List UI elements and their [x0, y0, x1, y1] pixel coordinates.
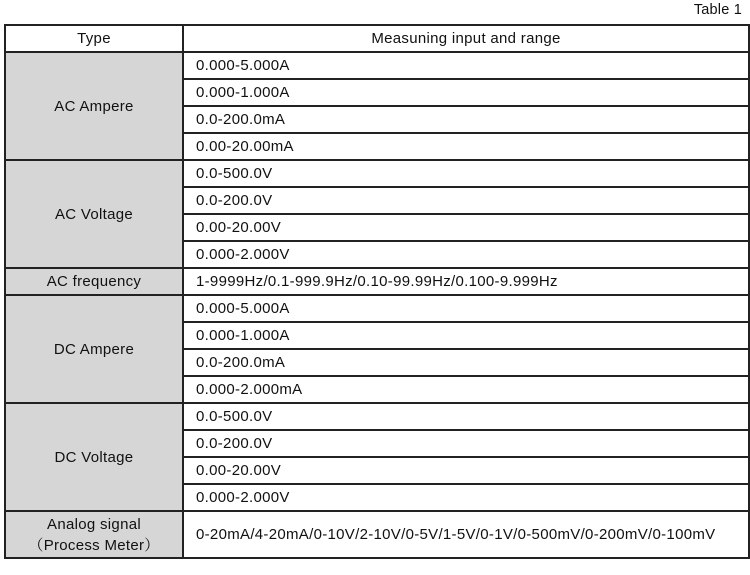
range-cell: 0.000-1.000A: [183, 322, 749, 349]
range-cell: 0.0-200.0V: [183, 430, 749, 457]
range-cell: 0.000-2.000V: [183, 241, 749, 268]
measuring-range-table: [4, 24, 750, 559]
table-row: [5, 295, 749, 322]
type-label: Analog signal: [47, 515, 141, 533]
range-cell: 0.0-500.0V: [183, 160, 749, 187]
type-cell-ac-frequency: AC frequency: [5, 268, 183, 295]
range-cell: 0.00-20.00V: [183, 214, 749, 241]
table-row: [5, 511, 749, 558]
type-cell-dc-ampere: DC Ampere: [5, 295, 183, 403]
range-cell: 0.000-2.000V: [183, 484, 749, 511]
table-row: [5, 403, 749, 430]
type-cell-analog-signal: [5, 511, 183, 558]
range-cell: 0.00-20.00mA: [183, 133, 749, 160]
table-row: [5, 160, 749, 187]
type-cell-dc-voltage: DC Voltage: [5, 403, 183, 511]
range-cell: 0-20mA/4-20mA/0-10V/2-10V/0-5V/1-5V/0-1V/0-500mV/0-200mV/0-100mV: [183, 511, 749, 558]
type-cell-ac-voltage: AC Voltage: [5, 160, 183, 268]
type-cell-ac-ampere: AC Ampere: [5, 52, 183, 160]
table-row: [5, 52, 749, 79]
header-range: Measuning input and range: [183, 25, 749, 52]
range-cell: 0.00-20.00V: [183, 457, 749, 484]
range-cell: 0.000-5.000A: [183, 52, 749, 79]
range-cell: 0.0-200.0mA: [183, 106, 749, 133]
range-cell: 0.0-200.0V: [183, 187, 749, 214]
range-cell: 0.0-200.0mA: [183, 349, 749, 376]
range-cell: 1-9999Hz/0.1-999.9Hz/0.10-99.99Hz/0.100-9.999Hz: [183, 268, 749, 295]
header-type: Type: [5, 25, 183, 52]
table-header-row: [5, 25, 749, 52]
range-cell: 0.000-5.000A: [183, 295, 749, 322]
type-sublabel: （Process Meter）: [28, 536, 160, 554]
table-row: [5, 268, 749, 295]
range-cell: 0.000-2.000mA: [183, 376, 749, 403]
range-cell: 0.000-1.000A: [183, 79, 749, 106]
table-caption: Table 1: [693, 2, 742, 18]
range-cell: 0.0-500.0V: [183, 403, 749, 430]
